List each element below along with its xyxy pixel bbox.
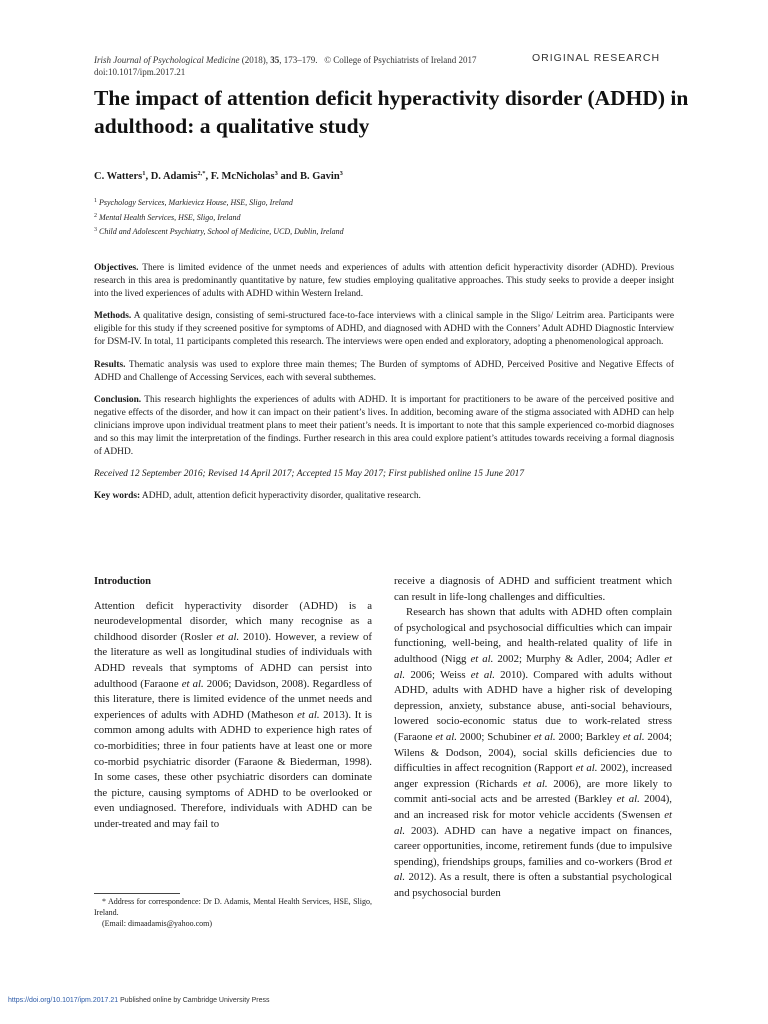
conclusion-text: This research highlights the experiences of adults with ADHD. It is important for practitioners to be aware of the perceived positive and negative effects of the disorder, and how it can impact on their patient’s lives. In addition, becoming aware of the stigma associated with ADHD can help clinicians improve upon individual treatment plans to meet their patient’s needs. It is important to note that this sample experienced co-morbid diagnoses and so this may limit the interpretation of the findings. Further research in this area could explore patient’s attitudes towards receiving a formal diagnosis of ADHD. xyxy=(94,394,674,458)
etal: et al. xyxy=(575,762,598,775)
affiliation-item xyxy=(94,224,344,239)
footnote-divider xyxy=(94,893,180,894)
body-paragraph xyxy=(394,605,672,901)
copyright-notice: © College of Psychiatrists of Ireland 2017 xyxy=(324,55,477,65)
affiliation-text: Psychology Services, Markievicz House, HSE, Sligo, Ireland xyxy=(99,198,293,207)
journal-citation xyxy=(94,54,477,78)
etal: et al. xyxy=(394,652,672,681)
etal: et al. xyxy=(470,652,494,665)
methods-text: A qualitative design, consisting of semi-structured face-to-face interviews with a clinical sample in the Sligo/ Leitrim area. Participants were eligible for this study if they screened positive for symptoms of ADHD, and diagnosed with ADHD with the Conners’ Adult ADHD Diagnostic Interview for DSM-IV. In total, 11 participants completed this research. The interviews were open ended and exploratory, adopting a phenomenological approach. xyxy=(94,311,674,348)
author-list xyxy=(94,167,343,184)
section-label: ORIGINAL RESEARCH xyxy=(532,52,661,64)
footnote-address: * Address for correspondence: Dr D. Adamis, Mental Health Services, HSE, Sligo, Ireland. xyxy=(94,897,372,918)
etal: et al. xyxy=(616,793,640,806)
body-text: 2002; Murphy & Adler, 2004; Adler xyxy=(493,652,665,665)
author-4-affil: 3 xyxy=(339,170,343,177)
etal: et al. xyxy=(216,630,240,643)
affiliation-number: 3 xyxy=(94,227,97,234)
body-text: 2002), increased anger expression (Richards xyxy=(394,762,672,790)
body-text: 2000; Schubiner xyxy=(456,730,534,743)
body-text: 2000; Barkley xyxy=(555,730,623,743)
abstract-conclusion xyxy=(94,394,674,459)
body-column-right xyxy=(394,574,672,901)
body-text: 2013). It is common among adults with ADHD to experience high rates of co-morbidities; three in four patients have at least one or more co-morbid psychiatric disorder (Faraone & Biederman, 1998). In some cases, these other psychiatric disorders can dominate the picture, causing symptoms of ADHD to be overlooked or even undiagnosed. Therefore, individuals with ADHD can be under-treated and may fail to xyxy=(94,708,372,830)
author-3-affil: 3 xyxy=(274,170,278,177)
body-text: 2003). ADHD can have a negative impact on finances, career opportunities, income, retirement funds (due to impulsive spending), friendships groups, families and co-workers (Brod xyxy=(394,824,672,868)
abstract-objectives xyxy=(94,262,674,301)
introduction-heading: Introduction xyxy=(94,576,151,587)
author-2: , D. Adamis xyxy=(145,171,198,182)
page-footer xyxy=(8,997,270,1004)
body-text: 2012). As a result, there is often a substantial psychological and psychosocial burden xyxy=(394,871,672,899)
body-paragraph xyxy=(94,599,372,833)
etal: et al. xyxy=(533,730,556,743)
results-label: Results. xyxy=(94,359,126,370)
keywords xyxy=(94,490,674,503)
affiliation-number: 1 xyxy=(94,198,97,204)
abstract-methods xyxy=(94,310,674,349)
body-text: 2010). Compared with adults without ADHD, adults with ADHD have a higher risk of developing depression, anxiety, substance abuse, anti-social behaviours, lowered socio-economic status due to work-related stress (Faraone xyxy=(394,668,672,743)
journal-name: Irish Journal of Psychological Medicine xyxy=(94,55,240,65)
conclusion-label: Conclusion. xyxy=(94,394,142,405)
body-text: 2010). However, a review of the literature as well as longitudinal studies of individuals with ADHD reveals that symptoms of ADHD can persist into adulthood (Faraone xyxy=(94,630,372,690)
abstract-results xyxy=(94,359,674,385)
objectives-text: There is limited evidence of the unmet needs and experiences of adults with attention deficit hyperactivity disorder (ADHD). Previous research in this area is predominantly quantitative by nature, few studies employing qualitative approaches. This study seeks to provide a deeper insight into the lived experiences of adults with ADHD within Western Ireland. xyxy=(94,263,674,300)
citation-pages: , 173–179. xyxy=(279,55,318,65)
body-column-left xyxy=(94,574,372,833)
etal: et al. xyxy=(394,808,672,837)
affiliation-number: 2 xyxy=(94,212,97,219)
body-text: 2006), are more likely to commit anti-social acts and be arrested (Barkley xyxy=(394,777,672,806)
footnote-email: (Email: dimaadamis@yahoo.com) xyxy=(102,919,213,929)
doi-line: doi:10.1017/ipm.2017.21 xyxy=(94,67,186,77)
etal: et al. xyxy=(435,730,457,743)
author-3: , F. McNicholas xyxy=(205,171,275,182)
etal: et al. xyxy=(181,677,204,690)
etal: et al. xyxy=(523,777,548,790)
body-text: Research has shown that adults with ADHD often complain of psychological and psychosocial difficulties which can impair functioning, well-being, and health-related quality of life in adulthood (Nigg xyxy=(394,606,672,665)
affiliation-list xyxy=(94,195,344,239)
correspondence-footnote xyxy=(94,896,372,930)
publisher-note: Published online by Cambridge University Press xyxy=(118,997,270,1004)
article-title: The impact of attention deficit hyperactivity disorder (ADHD) in adulthood: a qualitative study xyxy=(94,86,689,138)
author-2-affil: 2,* xyxy=(197,170,206,177)
author-1-affil: 1 xyxy=(142,170,146,177)
keywords-label: Key words: xyxy=(94,491,141,502)
etal: et al. xyxy=(622,730,645,743)
body-text: 2004; Wilens & Dodson, 2004), social skills deficiencies due to difficulties in affect recognition (Rapport xyxy=(394,730,673,775)
methods-label: Methods. xyxy=(94,311,132,322)
body-text: 2004), and an increased risk for motor vehicle accidents (Swensen xyxy=(394,793,673,821)
affiliation-text: Mental Health Services, HSE, Sligo, Ireland xyxy=(99,212,241,222)
author-1: C. Watters xyxy=(94,171,143,182)
body-text: Attention deficit hyperactivity disorder (ADHD) is a neurodevelopmental disorder, which many recognise as a childhood disorder (Rosler xyxy=(94,599,372,643)
etal: et al. xyxy=(297,708,320,721)
objectives-label: Objectives. xyxy=(94,263,139,273)
received-dates: Received 12 September 2016; Revised 14 April 2017; Accepted 15 May 2017; First published online 15 June 2017 xyxy=(94,469,525,480)
doi-link[interactable]: https://doi.org/10.1017/ipm.2017.21 xyxy=(8,997,119,1004)
citation-year: (2018), xyxy=(239,55,271,65)
citation-volume: 35 xyxy=(270,55,280,65)
etal: et al. xyxy=(470,668,495,681)
results-text: Thematic analysis was used to explore three main themes; The Burden of symptoms of ADHD, Perceived Positive and Negative Effects of ADHD and Challenge of Accessing Services, each with several subthemes. xyxy=(94,359,674,383)
keywords-text: ADHD, adult, attention deficit hyperactivity disorder, qualitative research. xyxy=(140,491,421,502)
affiliation-text: Child and Adolescent Psychiatry, School of Medicine, UCD, Dublin, Ireland xyxy=(99,227,344,237)
affiliation-item xyxy=(94,210,344,225)
author-4: and B. Gavin xyxy=(277,171,340,182)
etal: et al. xyxy=(394,855,672,884)
abstract xyxy=(94,262,674,512)
body-text: 2006; Weiss xyxy=(405,668,471,681)
affiliation-item xyxy=(94,195,344,210)
body-paragraph: receive a diagnosis of ADHD and sufficient treatment which can result in life-long challenges and difficulties. xyxy=(394,575,672,603)
body-text: 2006; Davidson, 2008). Regardless of this literature, there is limited evidence of the unmet needs and experiences of adults with ADHD (Matheson xyxy=(94,677,373,721)
